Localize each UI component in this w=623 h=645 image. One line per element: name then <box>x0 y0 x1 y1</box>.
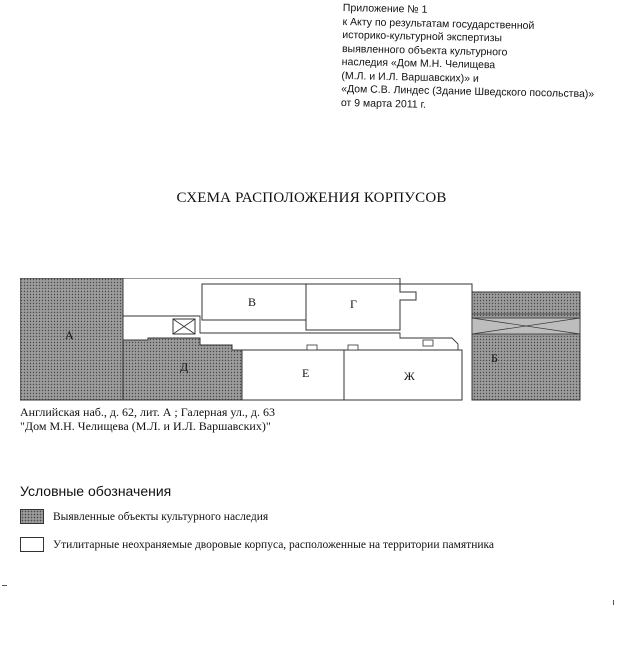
heritage-swatch-icon <box>20 509 44 524</box>
appendix-line: Приложение № 1 <box>342 2 428 16</box>
label-building-a: А <box>65 328 74 342</box>
legend-item-heritage <box>20 509 268 524</box>
label-building-v: В <box>248 295 257 309</box>
appendix-line: «Дом С.В. Линдес (Здание Шведского посольства)» <box>341 82 595 101</box>
small-annex <box>348 345 358 350</box>
site-plan <box>20 278 582 403</box>
address-line: Английская наб., д. 62, лит. А ; Галерная ул., д. 63 <box>20 405 275 419</box>
appendix-line: (М.Л. и И.Л. Варшавских)» и <box>341 69 479 85</box>
crossed-light-well <box>173 319 195 334</box>
building-b <box>472 292 580 400</box>
building-g <box>306 284 416 330</box>
scan-artifact <box>2 585 7 586</box>
appendix-line: к Акту по результатам государственной <box>342 15 535 32</box>
label-building-zh: Ж <box>404 369 415 383</box>
legend-label: Утилитарные неохраняемые дворовые корпуса, расположенные на территории памятника <box>53 538 495 551</box>
legend-item-utility <box>20 537 494 552</box>
scheme-title: СХЕМА РАСПОЛОЖЕНИЯ КОРПУСОВ <box>176 190 447 206</box>
appendix-line: наследия «Дом М.Н. Челищева <box>341 55 496 72</box>
appendix-header <box>341 2 623 116</box>
legend-label: Выявленные объекты культурного наследия <box>53 510 269 523</box>
label-building-g: Г <box>350 297 357 311</box>
small-annex <box>423 340 433 346</box>
object-name-line: "Дом М.Н. Челищева (М.Л. и И.Л. Варшавских)" <box>20 419 271 433</box>
small-annex <box>307 345 317 350</box>
address-block <box>20 405 275 433</box>
scan-artifact <box>613 600 614 605</box>
building-e <box>242 350 344 400</box>
legend-title: Условные обозначения <box>20 483 172 499</box>
label-building-d: Д <box>180 360 189 374</box>
appendix-line: историко-культурной экспертизы <box>342 28 503 45</box>
appendix-line: от 9 марта 2011 г. <box>340 96 427 111</box>
appendix-line: выявленного объекта культурного <box>341 42 508 58</box>
label-building-e: Е <box>302 366 310 380</box>
label-building-b: Б <box>491 351 498 365</box>
utility-swatch-icon <box>20 537 44 552</box>
building-zh <box>344 350 462 400</box>
